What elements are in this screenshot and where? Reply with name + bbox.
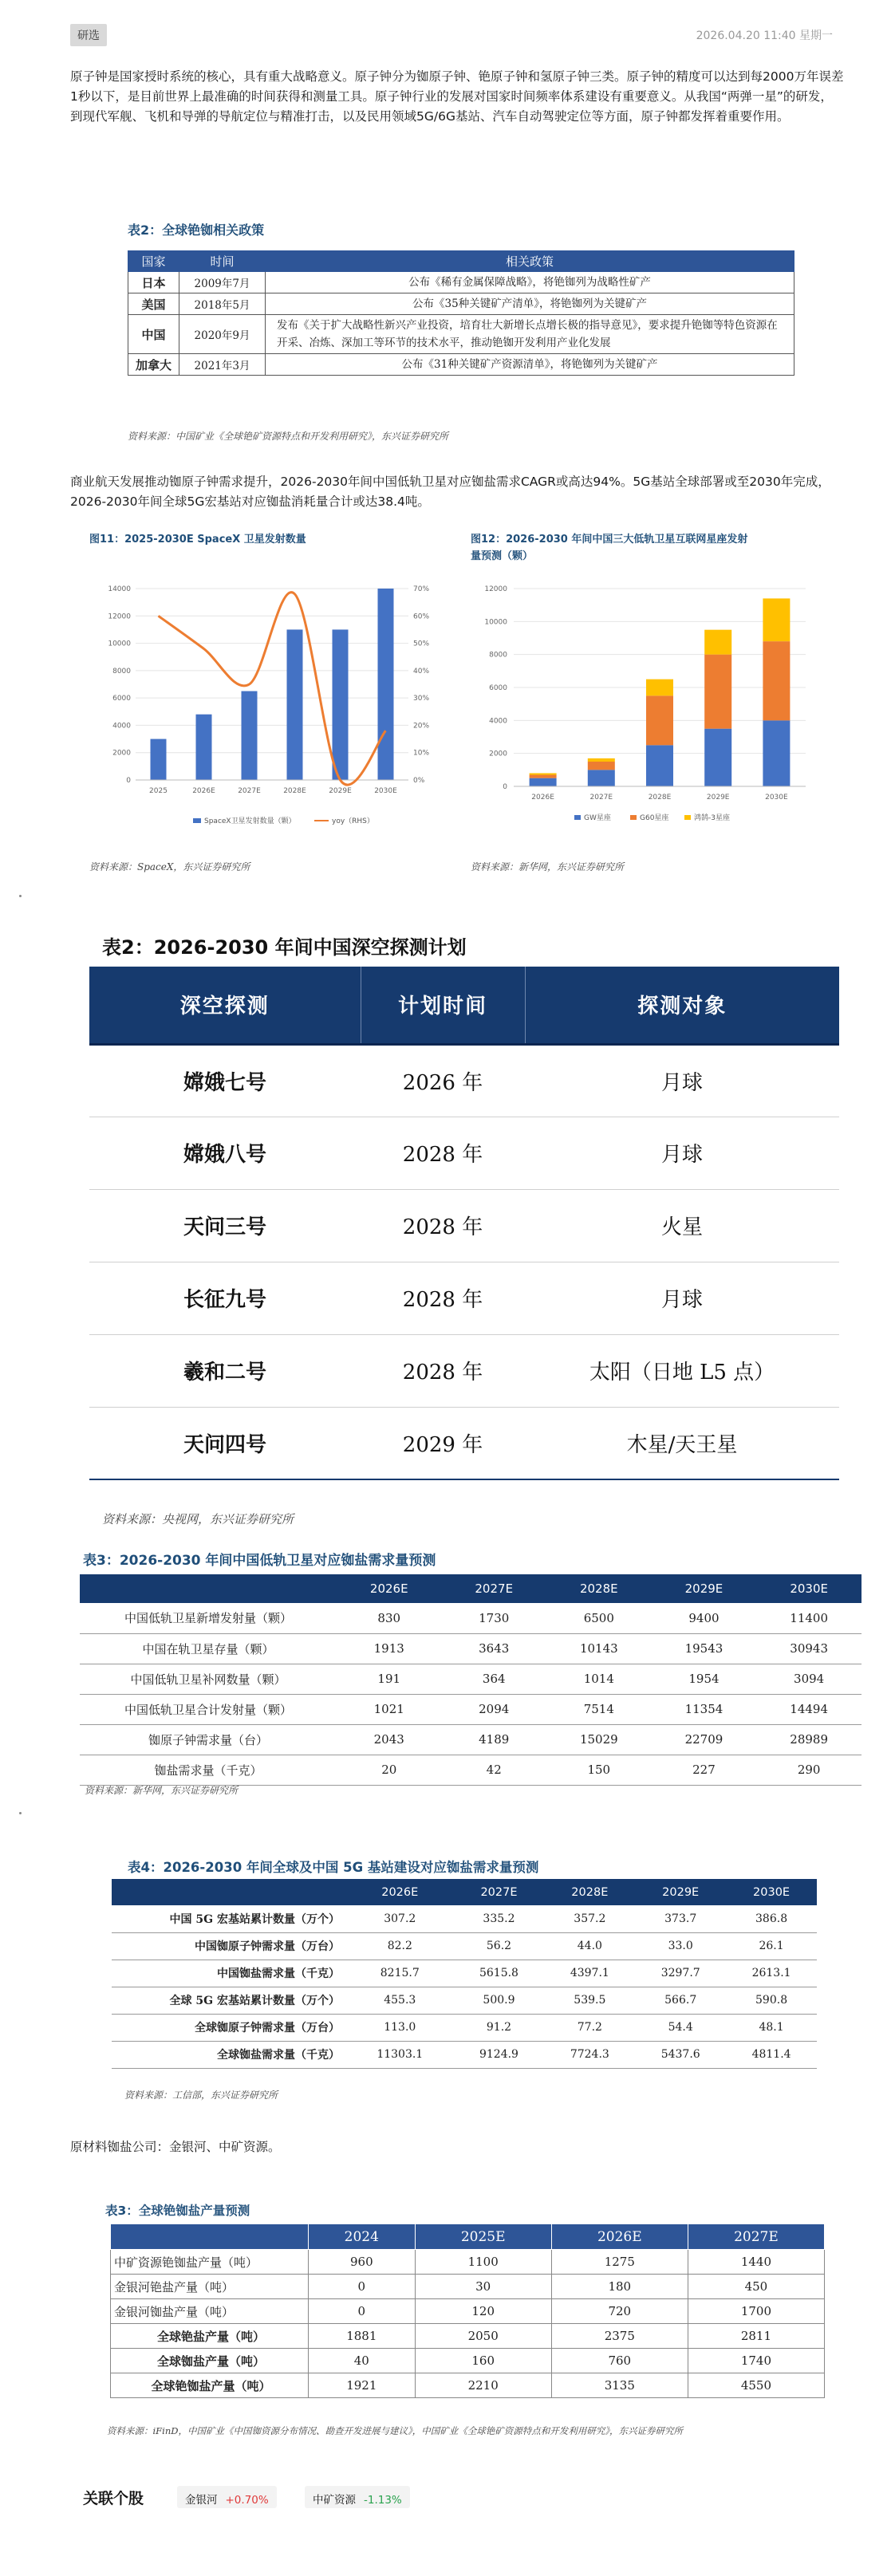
header-cell: 2030E xyxy=(756,1574,861,1603)
stacked-bar-segment xyxy=(763,598,790,641)
x-tick-label: 2029E xyxy=(706,794,730,802)
deep-space-title: 表2：2026-2030 年间中国深空探测计划 xyxy=(102,936,467,959)
x-tick-label: 2028E xyxy=(648,794,672,802)
value-cell: 539.5 xyxy=(544,1987,635,2014)
value-cell: 180 xyxy=(551,2275,688,2299)
value-cell: 44.0 xyxy=(544,1932,635,1960)
chart-right-caption-line2: 量预测（颗） xyxy=(471,550,534,562)
value-cell: 91.2 xyxy=(454,2014,545,2041)
deep-space-source: 资料来源：央视网，东兴证券研究所 xyxy=(102,1512,294,1526)
value-cell: 8215.7 xyxy=(346,1960,454,1987)
value-cell: 26.1 xyxy=(726,1932,817,1960)
header-cell: 2026E xyxy=(346,1879,454,1905)
y-tick-label: 14000 xyxy=(108,585,131,593)
table-row xyxy=(128,354,794,376)
stock-name: 金银河 xyxy=(185,2494,218,2507)
row-label: 金银河铯盐产量（吨） xyxy=(111,2275,309,2299)
yoy-line xyxy=(159,593,386,785)
policy-header-policy: 相关政策 xyxy=(266,251,794,272)
legend-label: SpaceX卫星发射数量（颗） xyxy=(204,817,296,825)
chart-left-caption: 图11：2025-2030E SpaceX 卫星发射数量 xyxy=(89,534,306,546)
value-cell: 1881 xyxy=(309,2324,416,2349)
table-row xyxy=(111,2349,825,2373)
deep-space-header-time: 计划时间 xyxy=(361,967,525,1044)
header-cell: 2024 xyxy=(309,2224,416,2250)
value-cell: 386.8 xyxy=(726,1905,817,1932)
mission-name: 天问四号 xyxy=(89,1407,361,1479)
x-tick-label: 2026E xyxy=(531,794,554,802)
value-cell: 1740 xyxy=(688,2349,824,2373)
table-row xyxy=(89,1189,839,1262)
y-tick-label: 12000 xyxy=(484,585,507,593)
table-row xyxy=(80,1694,861,1724)
stock-name: 中矿资源 xyxy=(313,2494,356,2507)
legend-label: GW星座 xyxy=(584,814,611,822)
stacked-bar-segment xyxy=(646,679,673,696)
stock-change: +0.70% xyxy=(225,2494,269,2507)
value-cell: 150 xyxy=(546,1755,652,1785)
deep-space-header-mission: 深空探测 xyxy=(89,967,361,1044)
leo-table-source: 资料来源：新华网，东兴证券研究所 xyxy=(85,1785,239,1796)
table-row xyxy=(112,1905,817,1932)
value-cell: 2375 xyxy=(551,2324,688,2349)
table-row xyxy=(80,1755,861,1785)
value-cell: 960 xyxy=(309,2250,416,2275)
legend-label: 鸿鹄-3星座 xyxy=(694,814,730,822)
mission-target: 月球 xyxy=(525,1044,839,1117)
value-cell: 2210 xyxy=(415,2373,551,2398)
leo-demand-table xyxy=(80,1574,861,1786)
header-cell: 2025E xyxy=(415,2224,551,2250)
row-label: 全球 5G 宏基站累计数量（万个） xyxy=(112,1987,346,2014)
value-cell: 82.2 xyxy=(346,1932,454,1960)
basestation-demand-table xyxy=(112,1879,817,2069)
value-cell: 54.4 xyxy=(635,2014,726,2041)
row-label: 全球铯铷盐产量（吨） xyxy=(111,2373,309,2398)
policy-header-time: 时间 xyxy=(179,251,266,272)
value-cell: 14494 xyxy=(756,1694,861,1724)
bar xyxy=(287,629,303,780)
margin-dot xyxy=(19,1812,22,1814)
y2-tick-label: 30% xyxy=(413,695,430,703)
companies-paragraph: 原材料铷盐公司：金银河、中矿资源。 xyxy=(70,2140,281,2154)
header-cell xyxy=(80,1574,337,1603)
x-tick-label: 2026E xyxy=(192,787,215,795)
row-label: 全球铷盐产量（吨） xyxy=(111,2349,309,2373)
y-tick-label: 2000 xyxy=(489,750,507,758)
value-cell: 335.2 xyxy=(454,1905,545,1932)
y-tick-label: 6000 xyxy=(112,695,131,703)
value-cell: 0 xyxy=(309,2299,416,2324)
chart-right-caption-line1: 图12：2026-2030 年间中国三大低轨卫星互联网星座发射 xyxy=(471,534,748,546)
y2-tick-label: 0% xyxy=(413,777,425,785)
table-row xyxy=(89,1407,839,1479)
value-cell: 1921 xyxy=(309,2373,416,2398)
row-label: 中国在轨卫星存量（颗） xyxy=(80,1633,337,1664)
chart-right-source: 资料来源：新华网，东兴证券研究所 xyxy=(471,861,625,872)
row-label: 全球铯盐产量（吨） xyxy=(111,2324,309,2349)
table-row xyxy=(80,1664,861,1694)
value-cell: 30 xyxy=(415,2275,551,2299)
value-cell: 0 xyxy=(309,2275,416,2299)
x-tick-label: 2025 xyxy=(149,787,168,795)
value-cell: 760 xyxy=(551,2349,688,2373)
row-label: 中矿资源铯铷盐产量（吨） xyxy=(111,2250,309,2275)
legend-swatch xyxy=(684,815,691,820)
y-tick-label: 4000 xyxy=(489,717,507,726)
header-cell: 2027E xyxy=(454,1879,545,1905)
table-row xyxy=(111,2250,825,2275)
bs-table-source: 资料来源：工信部，东兴证券研究所 xyxy=(124,2090,278,2101)
mission-target: 月球 xyxy=(525,1117,839,1189)
row-label: 中国 5G 宏基站累计数量（万个） xyxy=(112,1905,346,1932)
table-row xyxy=(112,2041,817,2068)
value-cell: 830 xyxy=(337,1603,441,1633)
table-row xyxy=(128,272,794,293)
legend-swatch xyxy=(630,815,637,820)
value-cell: 40 xyxy=(309,2349,416,2373)
row-label: 全球铷原子钟需求量（万台） xyxy=(112,2014,346,2041)
table-row xyxy=(80,1603,861,1633)
category-tag[interactable]: 研选 xyxy=(70,24,107,46)
header-cell: 2027E xyxy=(441,1574,546,1603)
x-tick-label: 2027E xyxy=(238,787,261,795)
mission-name: 嫦娥八号 xyxy=(89,1117,361,1189)
policy-country: 日本 xyxy=(128,272,179,293)
header-cell: 2029E xyxy=(652,1574,757,1603)
y2-tick-label: 70% xyxy=(413,585,430,593)
stacked-bar-segment xyxy=(704,655,731,729)
value-cell: 4397.1 xyxy=(544,1960,635,1987)
y-tick-label: 10000 xyxy=(108,640,131,648)
value-cell: 1700 xyxy=(688,2299,824,2324)
value-cell: 1440 xyxy=(688,2250,824,2275)
header-cell: 2029E xyxy=(635,1879,726,1905)
value-cell: 120 xyxy=(415,2299,551,2324)
value-cell: 20 xyxy=(337,1755,441,1785)
value-cell: 48.1 xyxy=(726,2014,817,2041)
value-cell: 30943 xyxy=(756,1633,861,1664)
mission-target: 月球 xyxy=(525,1262,839,1334)
legend-swatch xyxy=(574,815,581,820)
value-cell: 1021 xyxy=(337,1694,441,1724)
header-cell: 2026E xyxy=(337,1574,441,1603)
stacked-bar-segment xyxy=(763,641,790,720)
bar xyxy=(151,739,167,780)
policy-table-source: 资料来源：中国矿业《全球铯矿资源特点和开发利用研究》，东兴证券研究所 xyxy=(128,431,449,442)
stacked-bar-segment xyxy=(704,729,731,786)
policy-time: 2009年7月 xyxy=(179,272,266,293)
mission-time: 2026 年 xyxy=(361,1044,525,1117)
value-cell: 11400 xyxy=(756,1603,861,1633)
y2-tick-label: 20% xyxy=(413,722,430,731)
related-stocks-title: 关联个股 xyxy=(83,2490,144,2507)
header-cell: 2026E xyxy=(551,2224,688,2250)
legend-swatch-bar xyxy=(193,818,201,823)
table-row xyxy=(80,1633,861,1664)
legend-label: yoy（RHS） xyxy=(332,817,374,825)
value-cell: 6500 xyxy=(546,1603,652,1633)
y2-tick-label: 50% xyxy=(413,640,430,648)
policy-country: 加拿大 xyxy=(128,354,179,376)
value-cell: 11354 xyxy=(652,1694,757,1724)
mission-time: 2028 年 xyxy=(361,1334,525,1407)
value-cell: 9124.9 xyxy=(454,2041,545,2068)
stacked-bar-segment xyxy=(530,773,557,774)
value-cell: 1954 xyxy=(652,1664,757,1694)
y2-tick-label: 60% xyxy=(413,612,430,621)
header-cell xyxy=(112,1879,346,1905)
y2-tick-label: 40% xyxy=(413,667,430,676)
value-cell: 7514 xyxy=(546,1694,652,1724)
value-cell: 2050 xyxy=(415,2324,551,2349)
bar xyxy=(378,589,394,780)
stacked-bar-segment xyxy=(588,770,615,786)
x-tick-label: 2030E xyxy=(765,794,788,802)
mission-time: 2028 年 xyxy=(361,1189,525,1262)
y-tick-label: 6000 xyxy=(489,684,507,692)
table-row xyxy=(111,2324,825,2349)
value-cell: 1100 xyxy=(415,2250,551,2275)
mission-name: 长征九号 xyxy=(89,1262,361,1334)
value-cell: 4811.4 xyxy=(726,2041,817,2068)
spacex-launch-chart xyxy=(89,574,448,845)
value-cell: 1913 xyxy=(337,1633,441,1664)
y-tick-label: 0 xyxy=(126,777,131,785)
production-table-title: 表3：全球铯铷盐产量预测 xyxy=(105,2204,250,2218)
value-cell: 3094 xyxy=(756,1664,861,1694)
policy-table-caption: 表2：全球铯铷相关政策 xyxy=(128,223,265,238)
value-cell: 227 xyxy=(652,1755,757,1785)
mission-target: 火星 xyxy=(525,1189,839,1262)
row-label: 中国低轨卫星新增发射量（颗） xyxy=(80,1603,337,1633)
bar xyxy=(196,715,212,780)
policy-header-country: 国家 xyxy=(128,251,179,272)
header-cell: 2030E xyxy=(726,1879,817,1905)
value-cell: 7724.3 xyxy=(544,2041,635,2068)
y-tick-label: 0 xyxy=(503,783,507,791)
value-cell: 364 xyxy=(441,1664,546,1694)
policy-time: 2021年3月 xyxy=(179,354,266,376)
table-row xyxy=(80,1724,861,1755)
policy-text: 公布《35种关键矿产清单》，将铯铷列为关键矿产 xyxy=(266,293,794,315)
header-cell xyxy=(111,2224,309,2250)
y-tick-label: 12000 xyxy=(108,612,131,621)
value-cell: 2094 xyxy=(441,1694,546,1724)
mission-name: 嫦娥七号 xyxy=(89,1044,361,1117)
value-cell: 455.3 xyxy=(346,1987,454,2014)
value-cell: 22709 xyxy=(652,1724,757,1755)
policy-text: 公布《稀有金属保障战略》，将铯铷列为战略性矿产 xyxy=(266,272,794,293)
table-row xyxy=(112,1932,817,1960)
value-cell: 2613.1 xyxy=(726,1960,817,1987)
value-cell: 307.2 xyxy=(346,1905,454,1932)
value-cell: 3643 xyxy=(441,1633,546,1664)
x-tick-label: 2029E xyxy=(329,787,352,795)
value-cell: 1014 xyxy=(546,1664,652,1694)
table-row xyxy=(111,2299,825,2324)
table-row xyxy=(128,293,794,315)
value-cell: 5615.8 xyxy=(454,1960,545,1987)
intro-paragraph: 原子钟是国家授时系统的核心，具有重大战略意义。原子钟分为铷原子钟、铯原子钟和氢原子钟三类。原子钟的精度可以达到每2000万年误差1秒以下，是目前世界上最准确的时间获得和测量工具。原子钟行业的发展对国家时间频率体系建设有重要意义。从我国“两弹一星”的研发，到现代军舰、飞机和导弹的导航定位与精准打击，以及民用领域5G/6G基站、汽车自动驾驶定位等方面，原子钟都发挥着重要作用。 xyxy=(70,69,844,124)
mission-target: 太阳（日地 L5 点） xyxy=(525,1334,839,1407)
deep-space-header-target: 探测对象 xyxy=(525,967,839,1044)
row-label: 中国低轨卫星补网数量（颗） xyxy=(80,1664,337,1694)
header-cell: 2028E xyxy=(546,1574,652,1603)
stacked-bar-segment xyxy=(704,630,731,655)
bar xyxy=(333,629,349,780)
row-label: 铷盐需求量（千克） xyxy=(80,1755,337,1785)
value-cell: 28989 xyxy=(756,1724,861,1755)
margin-dot xyxy=(19,895,22,897)
value-cell: 373.7 xyxy=(635,1905,726,1932)
article-header xyxy=(0,0,895,42)
mission-time: 2028 年 xyxy=(361,1262,525,1334)
mission-name: 羲和二号 xyxy=(89,1334,361,1407)
chart-left-source: 资料来源：SpaceX，东兴证券研究所 xyxy=(89,861,250,872)
y-tick-label: 8000 xyxy=(489,651,507,660)
mission-time: 2028 年 xyxy=(361,1117,525,1189)
policy-table xyxy=(128,250,794,376)
value-cell: 2043 xyxy=(337,1724,441,1755)
table-row xyxy=(128,315,794,354)
value-cell: 77.2 xyxy=(544,2014,635,2041)
bs-table-title: 表4：2026-2030 年间全球及中国 5G 基站建设对应铷盐需求量预测 xyxy=(128,1860,539,1875)
value-cell: 4189 xyxy=(441,1724,546,1755)
mission-target: 木星/天王星 xyxy=(525,1407,839,1479)
row-label: 全球铷盐需求量（千克） xyxy=(112,2041,346,2068)
y-tick-label: 4000 xyxy=(112,722,131,731)
table-row xyxy=(112,1987,817,2014)
value-cell: 33.0 xyxy=(635,1932,726,1960)
value-cell: 10143 xyxy=(546,1633,652,1664)
x-tick-label: 2027E xyxy=(589,794,613,802)
row-label: 金银河铷盐产量（吨） xyxy=(111,2299,309,2324)
stacked-bar-segment xyxy=(588,762,615,770)
y2-tick-label: 10% xyxy=(413,749,430,758)
value-cell: 15029 xyxy=(546,1724,652,1755)
value-cell: 1730 xyxy=(441,1603,546,1633)
value-cell: 4550 xyxy=(688,2373,824,2398)
publish-datetime: 2026.04.20 11:40 星期一 xyxy=(696,30,833,42)
table-row xyxy=(89,1044,839,1117)
policy-text: 公布《31种关键矿产资源清单》，将铯铷列为关键矿产 xyxy=(266,354,794,376)
header-cell: 2027E xyxy=(688,2224,824,2250)
stock-chip-jinyinhe[interactable] xyxy=(177,2486,277,2508)
value-cell: 56.2 xyxy=(454,1932,545,1960)
table-row xyxy=(112,1960,817,1987)
value-cell: 566.7 xyxy=(635,1987,726,2014)
table-row xyxy=(112,2014,817,2041)
value-cell: 5437.6 xyxy=(635,2041,726,2068)
value-cell: 720 xyxy=(551,2299,688,2324)
stacked-bar-segment xyxy=(530,775,557,778)
china-constellation-chart xyxy=(471,577,822,845)
table-row xyxy=(89,1117,839,1189)
value-cell: 3297.7 xyxy=(635,1960,726,1987)
policy-country: 美国 xyxy=(128,293,179,315)
row-label: 中国铷原子钟需求量（万台） xyxy=(112,1932,346,1960)
value-cell: 2811 xyxy=(688,2324,824,2349)
bar xyxy=(242,691,258,780)
table-row xyxy=(89,1262,839,1334)
value-cell: 590.8 xyxy=(726,1987,817,2014)
table-row xyxy=(89,1334,839,1407)
mission-time: 2029 年 xyxy=(361,1407,525,1479)
value-cell: 160 xyxy=(415,2349,551,2373)
mission-name: 天问三号 xyxy=(89,1189,361,1262)
policy-time: 2020年9月 xyxy=(179,315,266,354)
policy-text: 发布《关于扩大战略性新兴产业投资，培育壮大新增长点增长极的指导意见》，要求提升铯铷等特色资源在开采、冶炼、深加工等环节的技术水平，推动铯铷开发利用产业化发展 xyxy=(266,315,794,354)
table-row xyxy=(111,2373,825,2398)
policy-country: 中国 xyxy=(128,315,179,354)
value-cell: 500.9 xyxy=(454,1987,545,2014)
value-cell: 9400 xyxy=(652,1603,757,1633)
stacked-bar-segment xyxy=(763,720,790,786)
value-cell: 191 xyxy=(337,1664,441,1694)
y-tick-label: 8000 xyxy=(112,667,131,676)
stacked-bar-segment xyxy=(646,695,673,745)
stacked-bar-segment xyxy=(646,745,673,786)
legend-label: G60星座 xyxy=(640,814,669,822)
x-tick-label: 2028E xyxy=(283,787,306,795)
row-label: 中国低轨卫星合计发射量（颗） xyxy=(80,1694,337,1724)
deep-space-table xyxy=(89,967,839,1480)
value-cell: 450 xyxy=(688,2275,824,2299)
stock-chip-zhongkuang[interactable] xyxy=(305,2486,410,2508)
production-table-source: 资料来源：iFinD，中国矿业《中国铷资源分布情况、勘查开发进展与建议》，中国矿业《全球铯矿资源特点和开发利用研究》，东兴证券研究所 xyxy=(107,2425,683,2436)
value-cell: 3135 xyxy=(551,2373,688,2398)
value-cell: 113.0 xyxy=(346,2014,454,2041)
stacked-bar-segment xyxy=(530,778,557,786)
value-cell: 42 xyxy=(441,1755,546,1785)
value-cell: 1275 xyxy=(551,2250,688,2275)
production-table xyxy=(110,2223,825,2398)
stock-change: -1.13% xyxy=(364,2494,402,2507)
x-tick-label: 2030E xyxy=(374,787,397,795)
row-label: 铷原子钟需求量（台） xyxy=(80,1724,337,1755)
header-cell: 2028E xyxy=(544,1879,635,1905)
table-row xyxy=(111,2275,825,2299)
value-cell: 357.2 xyxy=(544,1905,635,1932)
chart-right-caption xyxy=(471,531,747,565)
value-cell: 290 xyxy=(756,1755,861,1785)
value-cell: 19543 xyxy=(652,1633,757,1664)
value-cell: 11303.1 xyxy=(346,2041,454,2068)
policy-time: 2018年5月 xyxy=(179,293,266,315)
y-tick-label: 2000 xyxy=(112,749,131,758)
y-tick-label: 10000 xyxy=(484,618,507,627)
stacked-bar-segment xyxy=(588,758,615,762)
leo-table-title: 表3：2026-2030 年间中国低轨卫星对应铷盐需求量预测 xyxy=(83,1553,436,1569)
middle-paragraph: 商业航天发展推动铷原子钟需求提升，2026-2030年间中国低轨卫星对应铷盐需求CAGR或高达94%。5G基站全球部署或至2030年完成，2026-2030年间全球5G宏基站对应铷盐消耗量合计或达38.4吨。 xyxy=(70,475,830,509)
row-label: 中国铷盐需求量（千克） xyxy=(112,1960,346,1987)
